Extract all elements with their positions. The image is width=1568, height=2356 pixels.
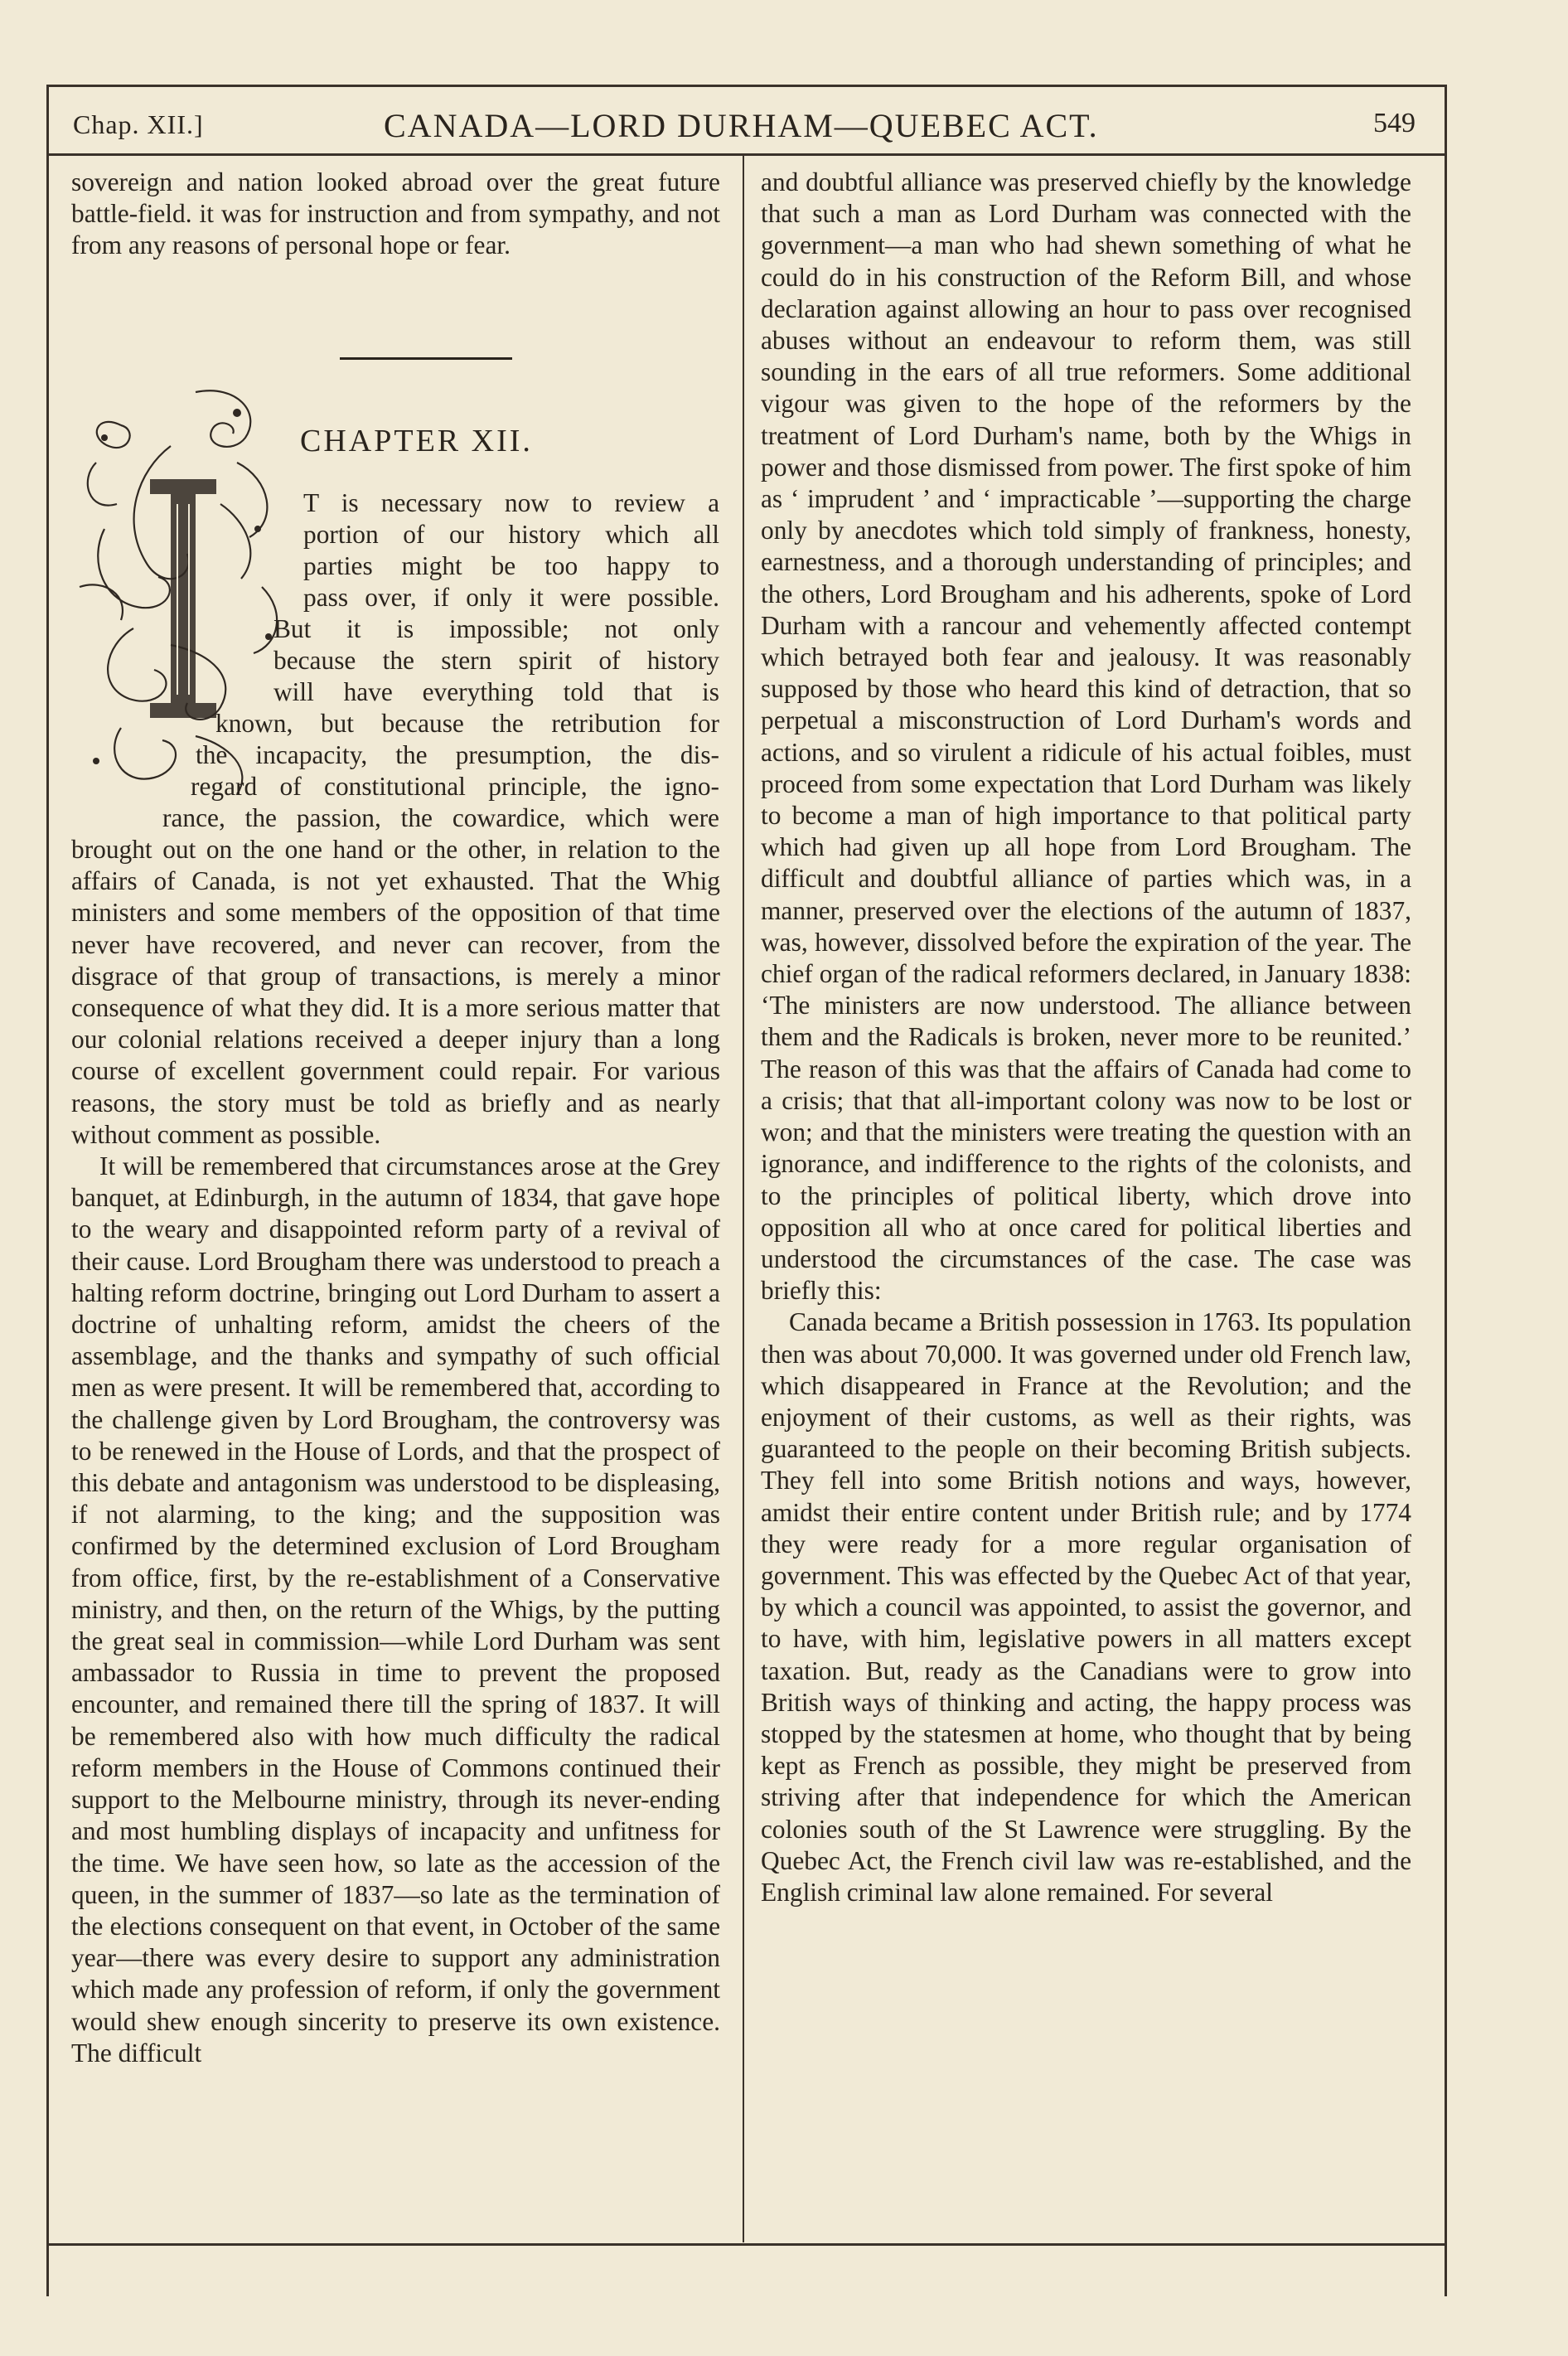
drop-line: the incapacity, the presumption, the dis- [196, 740, 719, 769]
continuation-paragraph: sovereign and nation looked abroad over the great future battle-field. it was for instruction and from sympathy, and not from any reasons of personal hope or fear. [71, 167, 720, 260]
left-column-body [71, 834, 720, 2069]
left-column-top [71, 167, 720, 262]
drop-line: because the stern spirit of history [273, 646, 719, 675]
paragraph: and doubtful alliance was preserved chiefly by the knowledge that such a man as Lord Durham was connected with the government—a man who had shewn something of what he could do in his construction of the Reform Bill, and whose declaration against allowing an hour to pass over recognised abuses without an endeavour to reform them, was still sounding in the ears of all true reformers. Some additional vigour was given to the hope of the reformers by the treatment of Lord Durham's name, both by the Whigs in power and those dismissed from power. The first spoke of him as ‘ imprudent ’ and ‘ impracticable ’—supporting the charge only by anecdotes which told simply of frankness, honesty, earnestness, and a thorough understanding of principles; and the others, Lord Brougham and his adherents, spoke of Lord Durham with a rancour and vehemently affected contempt which betrayed both fear and jealousy. It was reasonably supposed by those who heard this kind of detraction, that so perpetual a misconstruction of Lord Durham's words and actions, and so virulent a ridicule of his actual foibles, must proceed from some expectation that Lord Durham was likely to become a man of high importance to that political party which had given up all hope from Lord Brougham. The difficult and doubtful alliance of parties which was, in a manner, preserved over the elections of the autumn of 1837, was, however, dissolved before the expiration of the year. The chief organ of the radical reformers declared, in January 1838: ‘The ministers are now understood. The alliance between them and the Radicals is broken, never more to be reunited.’ The reason of this was that the affairs of Canada had come to a crisis; that that all-important colony was now to be lost or won; and that the ministers were treating the question with an ignorance, and indifference to the rights of the colonists, and to the principles of political liberty, which drove into opposition all who at once cared for political liberties and understood the circumstances of the case. The case was briefly this: [761, 167, 1411, 1306]
section-separator [340, 357, 512, 360]
drop-line: portion of our history which all [303, 520, 719, 549]
drop-line: will have everything told that is [273, 677, 719, 706]
drop-line: regard of constitutional principle, the igno- [191, 772, 719, 801]
top-outer-rule [46, 85, 1447, 87]
right-column-body [761, 167, 1411, 1908]
page-number: 549 [1373, 108, 1416, 138]
running-header [73, 101, 1416, 148]
paragraph: brought out on the one hand or the other, in relation to the affairs of Canada, is not yet exhausted. That the Whig ministers and some members of the opposition of that time never have recovered, and never can recover, from the disgrace of that group of transactions, is merely a minor consequence of what they did. It is a more serious matter that our colonial relations received a deeper injury than a long course of excellent government could repair. For various reasons, the story must be told as briefly and as nearly without comment as possible. [71, 835, 720, 1149]
drop-line: known, but because the retribution for [215, 709, 719, 738]
header-title: CANADA—LORD DURHAM—QUEBEC ACT. [384, 107, 1099, 144]
right-outer-rule [1445, 85, 1447, 2296]
drop-line: T is necessary now to review a [303, 488, 719, 517]
paragraph: It will be remembered that circumstances arose at the Grey banquet, at Edinburgh, in the autumn of 1834, that gave hope to the weary and disappointed reform party of a revival of their cause. Lord Brougham there was understood to preach a halting reform doctrine, bringing out Lord Durham to assert a doctrine of unhalting reform, amidst the cheers of the assemblage, and the thanks and sympathy of such official men as were present. It will be remembered that, according to the challenge given by Lord Brougham, the controversy was to be renewed in the House of Lords, and that the prospect of this debate and antagonism was understood to be displeasing, if not alarming, to the king; and the supposition was confirmed by the determined exclusion of Lord Brougham from office, first, by the re-establishment of a Conservative ministry, and then, on the return of the Whigs, by the putting the great seal in commission—while Lord Durham was sent ambassador to Russia in time to prevent the proposed encounter, and remained there till the spring of 1837. It will be remembered also with how much difficulty the radical reform members in the House of Commons continued their support to the Melbourne ministry, through its never-ending and most humbling displays of incapacity and unfitness for the time. We have seen how, so late as the accession of the queen, in the summer of 1837—so late as the termination of the elections consequent on that event, in October of the same year—there was every desire to support any administration which made any profession of reform, if only the government would shew enough sincerity to preserve its own existence. The difficult [71, 1151, 720, 2068]
chapter-heading: CHAPTER XII. [300, 424, 533, 458]
drop-line: rance, the passion, the cowardice, which were [162, 803, 719, 832]
column-divider [743, 153, 744, 2242]
drop-line: pass over, if only it were possible. [303, 583, 719, 612]
bottom-rule [46, 2243, 1447, 2246]
drop-line: But it is impossible; not only [273, 614, 719, 643]
drop-line: parties might be too happy to [303, 551, 719, 580]
header-rule [46, 153, 1447, 156]
paragraph: Canada became a British possession in 1763. Its population then was about 70,000. It was governed under old French law, which disappeared in France at the Revolution; and the enjoyment of their customs, as well as their rights, was guaranteed to the people on their becoming British subjects. They fell into some British notions and ways, however, amidst their entire content under British rule; and by 1774 they were ready for a more regular organisation of government. This was effected by the Quebec Act of that year, by which a council was appointed, to assist the governor, and to have, with him, legislative powers in all matters except taxation. But, ready as the Canadians were to grow into British ways of thinking and acting, the happy process was stopped by the statesmen at home, who thought that by being kept as French as possible, they might be preserved from striving after that independence for which the American colonies south of the St Lawrence were struggling. By the Quebec Act, the French civil law was re-established, and the English criminal law alone remained. For several [761, 1307, 1411, 1907]
header-chapter: Chap. XII.] [73, 109, 204, 139]
left-outer-rule [46, 85, 49, 2296]
